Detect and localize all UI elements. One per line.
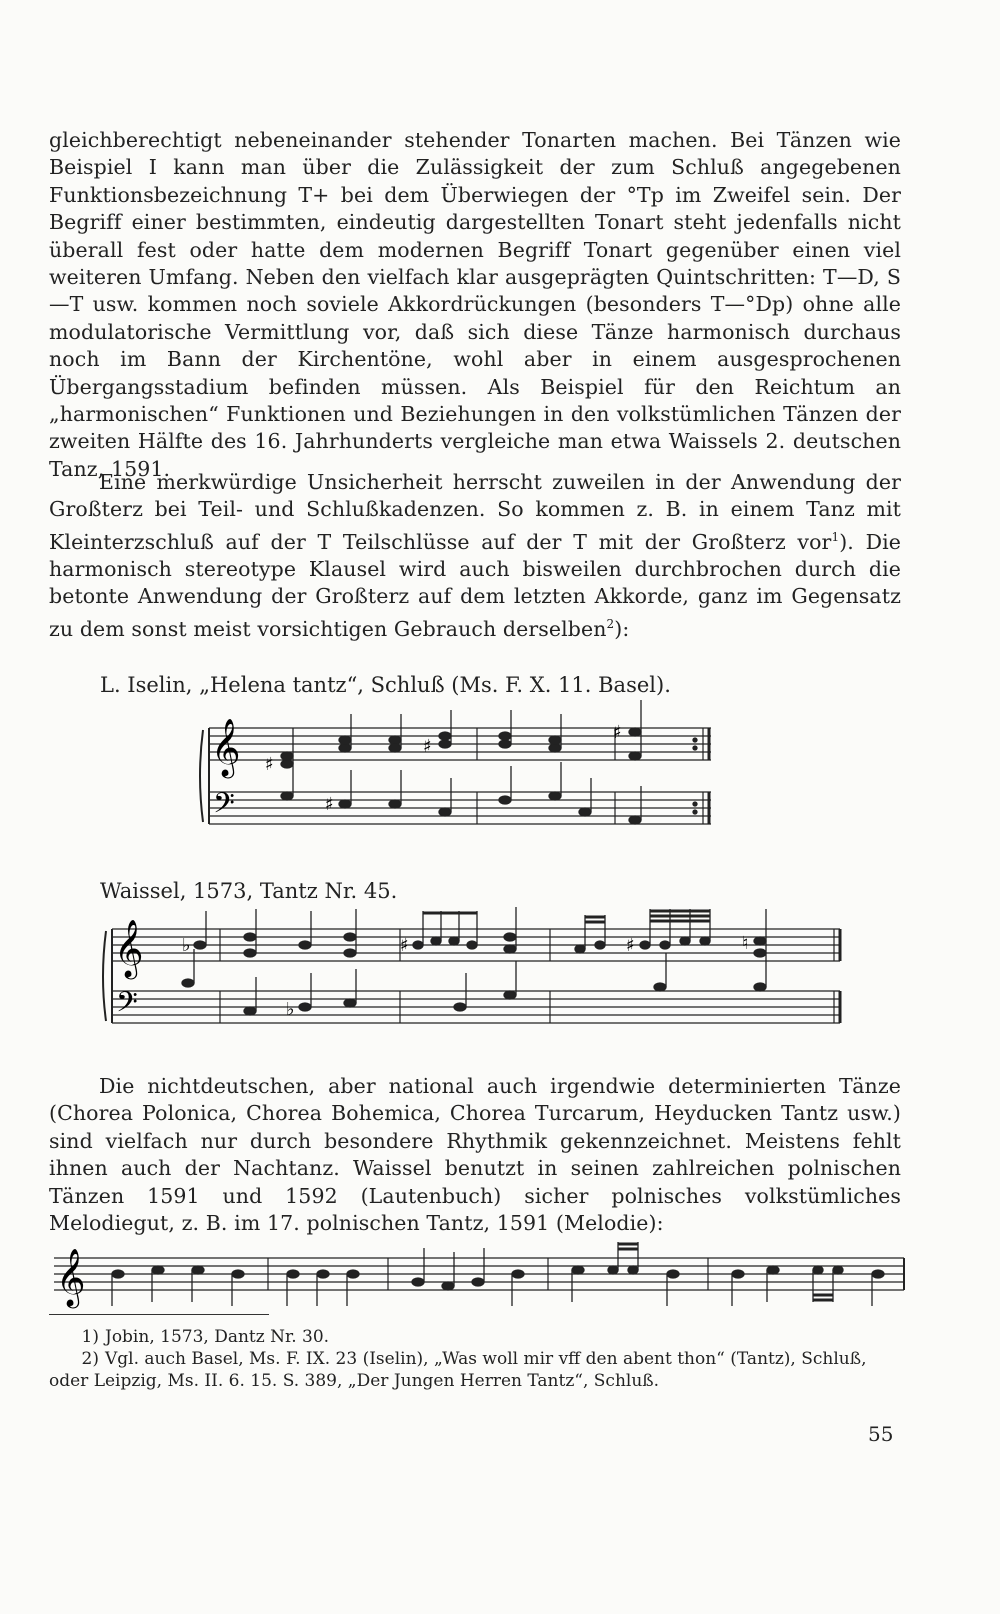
sharp-icon: ♯ — [613, 722, 622, 743]
footnote-ref-2: 2 — [606, 616, 615, 631]
music-example-1 — [195, 700, 745, 860]
flat-icon: ♭ — [182, 935, 191, 956]
treble-clef-icon: 𝄞 — [114, 919, 144, 977]
music-example-2 — [100, 905, 850, 1055]
footnote-2 — [49, 1348, 901, 1392]
music-example-3 — [48, 1236, 910, 1312]
footnote-1-text: Jobin, 1573, Dantz Nr. 30. — [105, 1327, 330, 1347]
sharp-icon: ♯ — [423, 736, 432, 757]
paragraph-2-mid: ). Die harmonisch stereotype Klausel wird auch bisweilen durchbrochen durch die betonte Anwendung der Großterz auf dem letzten Akkorde, ganz im Gegensatz zu dem sonst meist vorsichtigen Gebrauch derselben — [49, 529, 901, 641]
footnote-divider — [49, 1314, 269, 1315]
page-number: 55 — [868, 1422, 894, 1446]
treble-clef-icon: 𝄞 — [211, 718, 241, 776]
paragraph-2-lead: Eine merkwürdige Unsicherheit herrscht zuweilen in der Anwendung der Großterz bei Teil- und Schlußkadenzen. So kommen z. B. in einem Tanz mit Kleinterzschluß auf der T Teilschlüsse auf der T mit der Großterz vor — [49, 470, 901, 554]
flat-icon: ♭ — [286, 999, 295, 1020]
treble-clef-icon: 𝄞 — [56, 1248, 86, 1306]
footnote-2-number: 2) — [81, 1349, 99, 1369]
sharp-icon: ♯ — [400, 935, 409, 956]
natural-icon: ♮ — [742, 933, 749, 954]
sharp-icon: ♯ — [325, 794, 334, 815]
paragraph-3: Die nichtdeutschen, aber national auch irgendwie determinierten Tänze (Chorea Polonica, Chorea Bohemica, Chorea Turcarum, Heyducken Tantz usw.) sind vielfach nur durch besondere Rhythmik gekennzeichnet. Meistens fehlt ihnen auch der Nachtanz. Waissel benutzt in seinen zahlreichen polnischen Tänzen 1591 und 1592 (Lautenbuch) sicher polnisches volkstümliches Melodiegut, z. B. im 17. polnischen Tantz, 1591 (Melodie): — [49, 1074, 901, 1236]
footnote-2-text: Vgl. auch Basel, Ms. F. IX. 23 (Iselin), „Was woll mir vff den abent thon“ (Tantz), Schluß, oder Leipzig, Ms. II. 6. 15. S. 389, „Der Jungen Herren Tantz“, Schluß. — [49, 1349, 867, 1391]
paragraph-1: gleichberechtigt nebeneinander stehender Tonarten machen. Bei Tänzen wie Beispiel I kann man über die Zulässigkeit der zum Schluß angegebenen Funktionsbezeichnung T+ bei dem Überwiegen der °Tp im Zweifel sein. Der Begriff einer bestimmten, eindeutig dargestellten Tonart steht jedenfalls nicht überall fest oder hatte dem modernen Begriff Tonart gegenüber einen viel weiteren Umfang. Neben den vielfach klar ausgeprägten Quintschritten: T—D, S—T usw. kommen noch soviele Akkordrückungen (besonders T—°Dp) ohne alle modulatorische Vermittlung vor, daß sich diese Tänze harmonisch durchaus noch im Bann der Kirchentöne, wohl aber in einem ausgesprochenen Übergangsstadium befinden müssen. Als Beispiel für den Reichtum an „harmonischen“ Funktionen und Beziehungen in den volkstümlichen Tänzen der zweiten Hälfte des 16. Jahrhunderts vergleiche man etwa Waissels 2. deutschen Tanz, 1591. — [49, 128, 901, 481]
bass-clef-icon: 𝄢 — [213, 787, 235, 827]
footnote-ref-1: 1 — [831, 529, 840, 544]
paragraph-2-tail: ): — [614, 616, 630, 641]
example-2-caption: Waissel, 1573, Tantz Nr. 45. — [100, 879, 398, 903]
sharp-icon: ♯ — [265, 754, 274, 775]
sharp-icon: ♯ — [626, 935, 635, 956]
bass-clef-icon: 𝄢 — [116, 986, 138, 1026]
footnote-1-number: 1) — [81, 1327, 99, 1347]
example-1-caption: L. Iselin, „Helena tantz“, Schluß (Ms. F. X. 11. Basel). — [100, 673, 671, 697]
paragraph-2 — [49, 469, 901, 643]
footnote-1 — [49, 1326, 901, 1348]
